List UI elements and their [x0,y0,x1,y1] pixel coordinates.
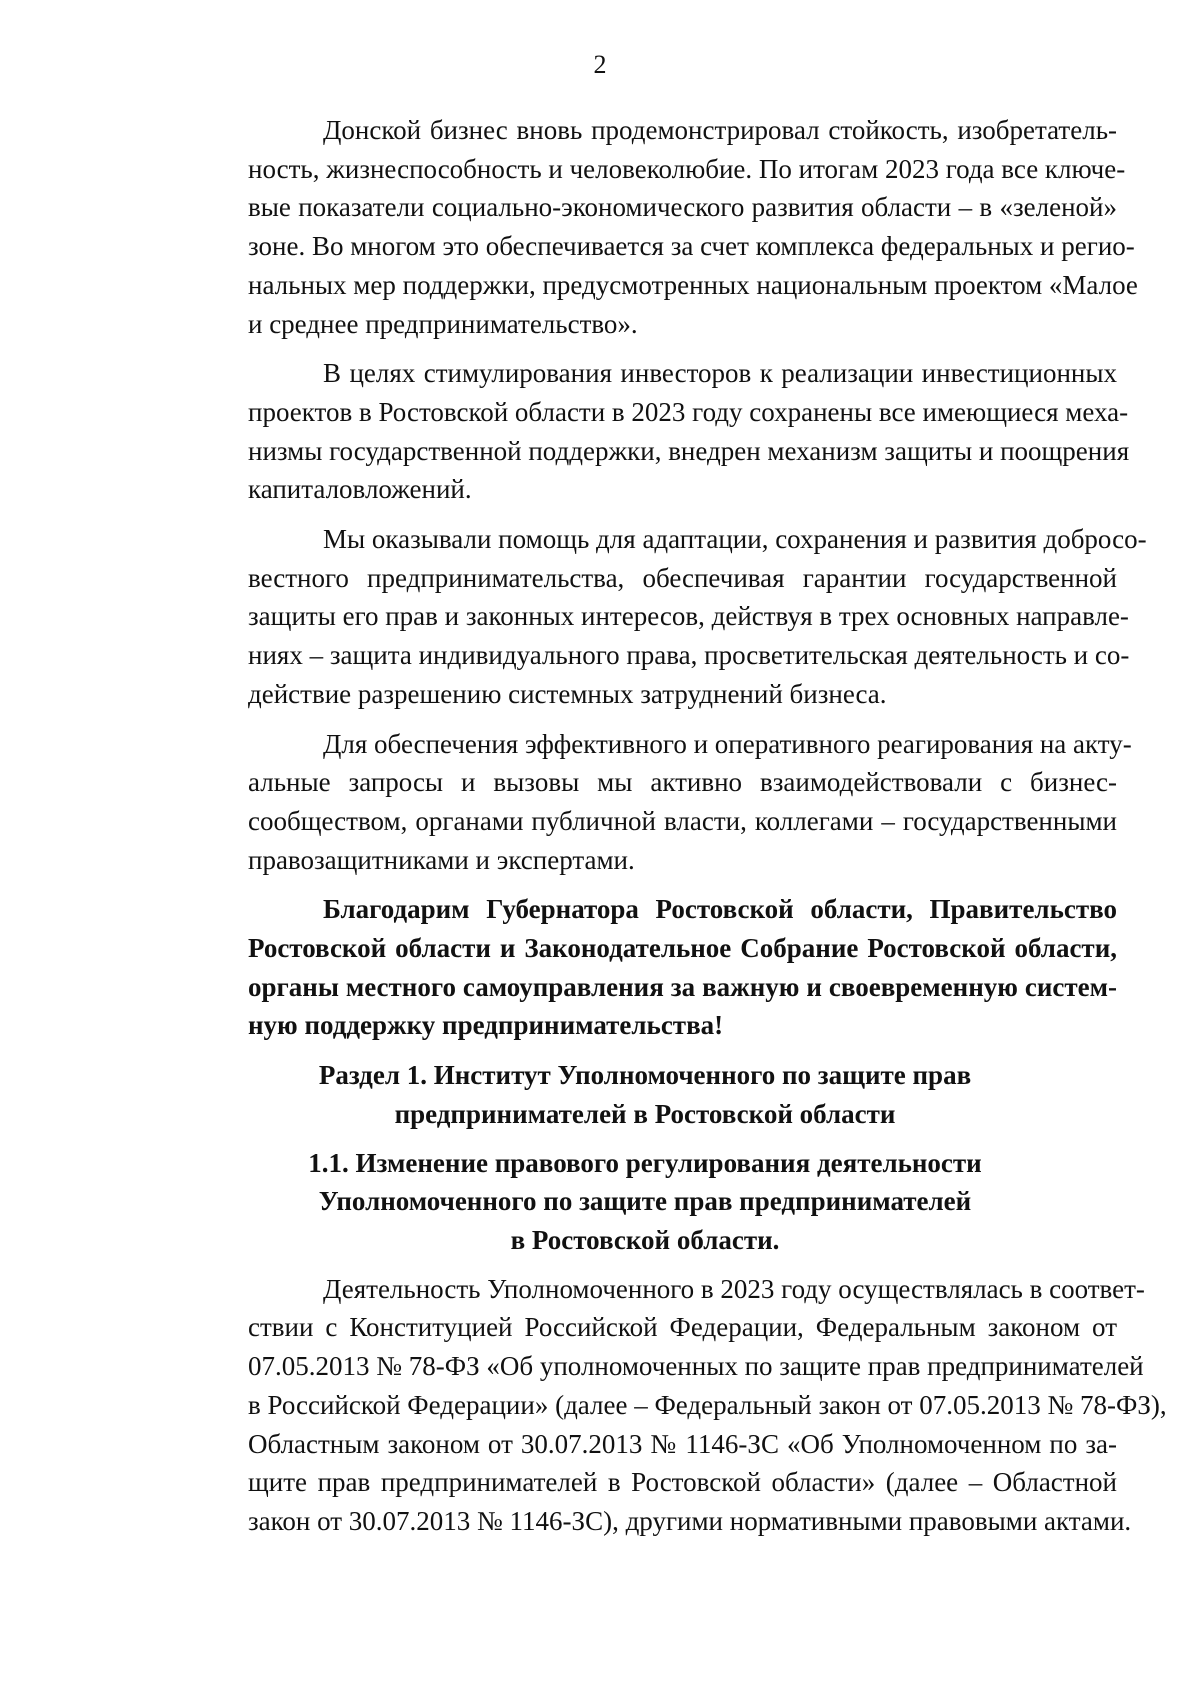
text-line: в Российской Федерации» (далее – Федеральный закон от 07.05.2013 № 78-ФЗ), [248,1389,1167,1420]
text-line: вестного предпринимательства, обеспечивая гарантии государственной [248,562,1117,593]
text-line: органы местного самоуправления за важную и своевременную систем- [248,971,1117,1002]
heading-line: предпринимателей в Ростовской области [394,1098,896,1129]
heading-line: Раздел 1. Институт Уполномоченного по защите прав [318,1060,972,1091]
heading-line: в Ростовской области. [510,1224,780,1255]
text-line: ствии с Конституцией Российской Федерации, Федеральным законом от [248,1312,1117,1343]
text-line: Благодарим Губернатора Ростовской области, Правительство [323,894,1117,925]
text-line: действие разрешению системных затруднений бизнеса. [248,678,887,709]
section-heading [173,1056,1117,1133]
text-line: ниях – защита индивидуального права, просветительская деятельность и со- [248,640,1130,671]
text-line: низмы государственной поддержки, внедрен механизм защиты и поощрения [248,435,1130,466]
text-line: сообществом, органами публичной власти, коллегами – государственными [248,805,1117,836]
text-line: закон от 30.07.2013 № 1146-ЗС), другими нормативными правовыми актами. [248,1505,1132,1536]
subsection-heading [173,1144,1117,1260]
heading-line: Уполномоченного по защите прав предпринимателей [318,1186,972,1217]
paragraph-legal-basis [173,1270,1167,1541]
text-line: зоне. Во многом это обеспечивается за счет комплекса федеральных и регио- [248,231,1135,262]
text-line: В целях стимулирования инвесторов к реализации инвестиционных [323,358,1117,389]
text-line: защиты его прав и законных интересов, действуя в трех основных направле- [248,601,1129,632]
document-body [173,111,1167,1552]
text-line: Для обеспечения эффективного и оперативного реагирования на акту- [323,728,1132,759]
text-line: ность, жизнеспособность и человеколюбие. По итогам 2023 года все ключе- [248,153,1126,184]
text-line: проектов в Ростовской области в 2023 году сохранены все имеющиеся меха- [248,396,1129,427]
text-line: капиталовложений. [248,474,472,505]
text-line: щите прав предпринимателей в Ростовской области» (далее – Областной [248,1467,1117,1498]
heading-line: 1.1. Изменение правового регулирования деятельности [308,1147,982,1178]
text-line: Мы оказывали помощь для адаптации, сохранения и развития добросо- [323,524,1147,555]
text-line: Областным законом от 30.07.2013 № 1146-ЗС «Об Уполномоченном по за- [248,1428,1117,1459]
text-line: 07.05.2013 № 78-ФЗ «Об уполномоченных по защите прав предпринимателей [248,1351,1144,1382]
paragraph-interaction [173,725,1132,880]
text-line: Деятельность Уполномоченного в 2023 году осуществлялась в соответ- [323,1273,1145,1304]
text-line: нальных мер поддержки, предусмотренных национальным проектом «Малое [248,269,1138,300]
text-line: вые показатели социально-экономического развития области – в «зеленой» [248,192,1117,223]
text-line: и среднее предпринимательство». [248,308,638,339]
text-line: правозащитниками и экспертами. [248,844,635,875]
page-number: 2 [593,50,607,79]
text-line: альные запросы и вызовы мы активно взаимодействовали с бизнес- [248,767,1117,798]
paragraph-business-resilience [173,111,1138,343]
text-line: ную поддержку предпринимательства! [248,1010,724,1041]
text-line: Ростовской области и Законодательное Собрание Ростовской области, [248,933,1117,964]
paragraph-adaptation-help [173,520,1147,714]
paragraph-investor-support [173,354,1130,509]
text-line: Донской бизнес вновь продемонстрировал стойкость, изобретатель- [323,115,1117,145]
paragraph-gratitude [173,890,1117,1045]
